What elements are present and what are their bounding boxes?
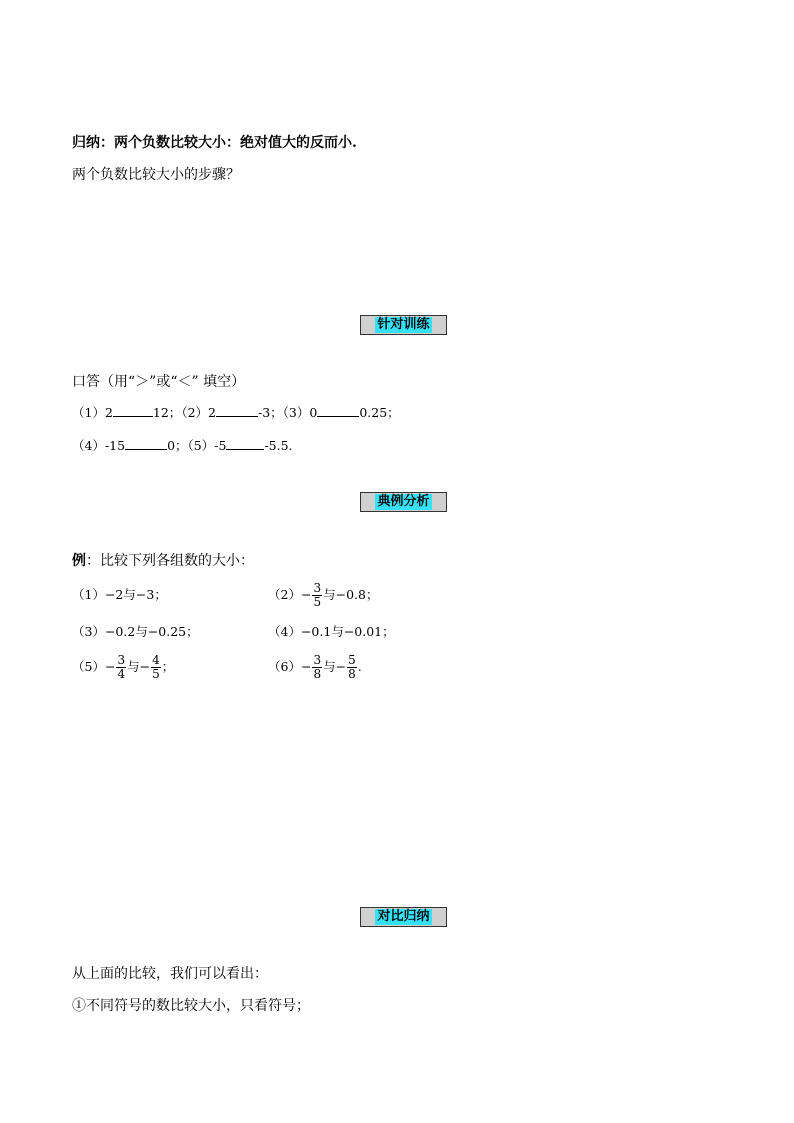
item-value: −0.2 [104,624,136,639]
example-item-5 [72,652,174,682]
item-conjunction: 与 [135,624,148,639]
oral-item-3: （3）0 [282,405,318,420]
banner-contrast [360,907,447,927]
example-text: ：比较下列各组数的大小： [86,553,254,569]
answer-blank[interactable] [226,437,264,450]
example-item-3 [72,617,199,647]
item-end: . [357,659,362,674]
fraction [151,654,161,681]
item-prefix: （1） [72,587,105,602]
minus-sign: − [139,659,151,674]
answer-blank[interactable] [317,404,359,417]
item-prefix: （6） [268,659,301,674]
example-label: 例 [72,553,86,569]
banner-training [360,315,447,335]
item-value: −0.25 [147,624,187,639]
banner-example [360,492,447,512]
item-end: ； [161,659,175,674]
answer-blank[interactable] [125,437,167,450]
fraction-denominator: 5 [313,594,322,609]
item-end: ； [365,587,379,602]
example-item-2 [268,580,378,610]
item-end: ； [382,624,395,639]
fraction-numerator: 3 [313,652,322,667]
fraction-numerator: 5 [348,652,356,667]
fraction [347,654,357,681]
oral-instruction: 口答（用“＞”或“＜” 填空） [72,374,246,390]
banner-training-label: 针对训练 [377,317,430,332]
fraction-numerator: 3 [117,652,126,667]
item-end: ； [186,624,199,639]
item-prefix: （2） [268,587,301,602]
item-conjunction: 与 [127,659,140,674]
oral-item-1-end: 12； [152,405,182,420]
question-line: 两个负数比较大小的步骤？ [72,167,240,183]
fraction-denominator: 5 [152,666,160,681]
example-item-6 [268,652,362,682]
item-conjunction: 与 [331,624,344,639]
minus-sign: − [300,587,312,602]
fraction [312,654,322,681]
fraction [116,654,126,681]
conclusion-point-1: ①不同符号的数比较大小，只看符号； [72,998,310,1014]
item-value: −3 [135,587,155,602]
oral-item-3-end: 0.25； [359,405,400,420]
oral-item-1: （1）2 [72,405,113,420]
item-value: −2 [104,587,124,602]
item-value: −0.01 [343,624,383,639]
oral-item-5: （5）-5 [187,438,227,453]
example-item-1 [72,580,167,610]
oral-item-5-end: -5.5. [264,438,293,453]
fraction-denominator: 8 [313,666,322,681]
oral-item-4: （4）-15 [72,438,126,453]
answer-blank[interactable] [216,404,258,417]
example-item-4 [268,617,395,647]
example-intro [72,551,254,571]
banner-example-label: 典例分析 [377,494,430,509]
fraction-denominator: 8 [348,666,356,681]
oral-item-2-end: -3； [257,405,283,420]
minus-sign: − [104,659,116,674]
fraction-numerator: 3 [313,580,322,595]
item-conjunction: 与 [123,587,136,602]
summary-line: 归纳：两个负数比较大小：绝对值大的反而小. [72,135,357,151]
item-prefix: （4） [268,624,301,639]
minus-sign: − [300,659,312,674]
item-end: ； [154,587,167,602]
item-prefix: （3） [72,624,105,639]
oral-row-2 [72,436,293,456]
item-value: −0.1 [300,624,332,639]
fraction-denominator: 4 [117,666,126,681]
item-conjunction: 与 [323,587,336,602]
minus-sign: − [335,659,347,674]
fraction-numerator: 4 [152,652,160,667]
item-conjunction: 与 [323,659,336,674]
item-prefix: （5） [72,659,105,674]
oral-item-2: （2）2 [181,405,216,420]
oral-item-4-end: 0； [167,438,188,453]
fraction [312,582,322,609]
answer-blank[interactable] [113,404,153,417]
oral-row-1 [72,403,400,423]
banner-contrast-label: 对比归纳 [377,909,430,924]
item-value: −0.8 [335,587,366,602]
conclusion-intro: 从上面的比较，我们可以看出： [72,966,268,982]
